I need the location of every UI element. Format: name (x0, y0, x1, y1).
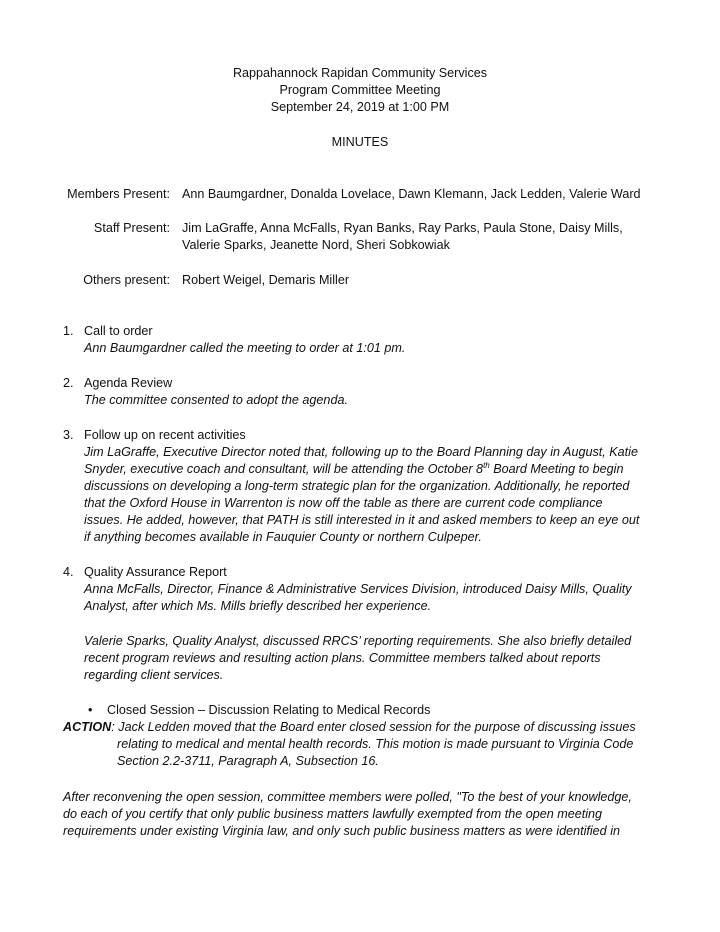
item-body-line: Anna McFalls, Director, Finance & Administrative Services Division, introduced Daisy Mills, Quality (84, 582, 632, 596)
others-label: Others present: (83, 273, 170, 287)
action-line: Section 2.2-3711, Paragraph A, Subsection 16. (117, 754, 379, 768)
item-title: Call to order (84, 324, 153, 338)
staff-list-line1: Jim LaGraffe, Anna McFalls, Ryan Banks, Ray Parks, Paula Stone, Daisy Mills, (182, 221, 623, 235)
item-number: 4. (63, 565, 74, 579)
item-body-line: Jim LaGraffe, Executive Director noted that, following up to the Board Planning day in August, Katie (84, 445, 638, 459)
doc-type-title: MINUTES (331, 135, 389, 149)
item-body-line: Analyst, after which Ms. Mills briefly described her experience. (84, 599, 432, 613)
members-list: Ann Baumgardner, Donalda Lovelace, Dawn Klemann, Jack Ledden, Valerie Ward (182, 187, 641, 201)
staff-label: Staff Present: (93, 221, 170, 235)
item-title: Agenda Review (84, 376, 173, 390)
reconvene-line: do each of you certify that only public business matters lawfully exempted from the open meeting (63, 807, 603, 821)
closed-session-title: Closed Session – Discussion Relating to Medical Records (107, 703, 431, 717)
action-line: relating to medical and mental health records. This motion is made pursuant to Virginia Code (117, 737, 634, 751)
item-number: 3. (63, 428, 74, 442)
item-body-line: Snyder, executive coach and consultant, will be attending the October 8th Board Meeting to begin (84, 460, 624, 476)
item-body-line: regarding client services. (84, 668, 224, 682)
action-label: ACTION (63, 720, 112, 734)
item-number: 1. (63, 324, 74, 338)
item-title: Quality Assurance Report (84, 565, 227, 579)
item-body-line: if anything becomes available in Fauquier County or northern Culpeper. (84, 530, 482, 544)
action-line: ACTION: Jack Ledden moved that the Board enter closed session for the purpose of discussing issues (63, 720, 636, 734)
others-list: Robert Weigel, Demaris Miller (182, 273, 350, 287)
reconvene-line: After reconvening the open session, committee members were polled, "To the best of your knowledge, (63, 790, 632, 804)
item-body: Ann Baumgardner called the meeting to order at 1:01 pm. (84, 341, 406, 355)
meeting-date: September 24, 2019 at 1:00 PM (270, 100, 450, 114)
item-body-line: discussions on developing a long-term strategic plan for the organization. Additionally, he reported (84, 479, 630, 493)
item-number: 2. (63, 376, 74, 390)
item-title: Follow up on recent activities (84, 428, 246, 442)
staff-list-line2: Valerie Sparks, Jeanette Nord, Sheri Sobkowiak (182, 238, 450, 252)
bullet-icon: • (88, 703, 93, 717)
reconvene-line: requirements under existing Virginia law, and only such public business matters as were identified in (63, 824, 620, 838)
item-body-line: issues. He added, however, that PATH is still interested in it and asked members to keep an eye out (84, 513, 640, 527)
item-body-line: Valerie Sparks, Quality Analyst, discussed RRCS’ reporting requirements. She also briefly detailed (84, 634, 632, 648)
item-body-line: recent program reviews and resulting action plans. Committee members talked about reports (84, 651, 601, 665)
members-label: Members Present: (67, 187, 170, 201)
item-body-line: that the Oxford House in Warrenton is now off the table as there are current code compliance (84, 496, 603, 510)
item-body: The committee consented to adopt the agenda. (84, 393, 348, 407)
meeting-name: Program Committee Meeting (279, 83, 441, 97)
org-name: Rappahannock Rapidan Community Services (232, 66, 488, 80)
